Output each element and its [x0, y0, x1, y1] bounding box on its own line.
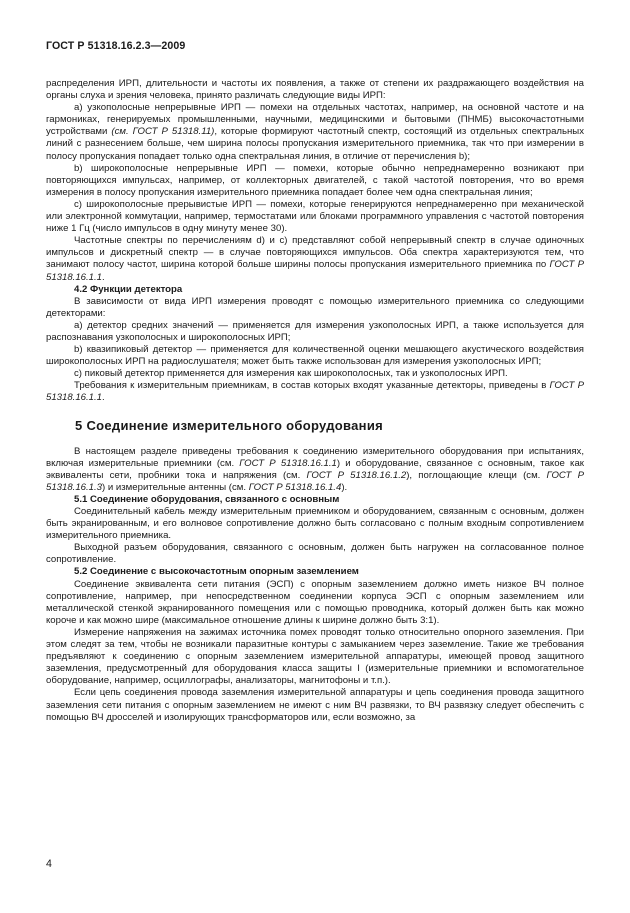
- list-item-c: с) широкополосные прерывистые ИРП — помехи, которые генерируются непреднамеренно при механической или электронной коммутации, например, термостатами или блоками программного управления с частотой повторения ниже 1 Гц (число импульсов в одну минуту менее 30).: [46, 198, 584, 235]
- list-item-b: b) квазипиковый детектор — применяется для количественной оценки мешающего акустического воздействия широкополосных ИРП на радиослушателя; может быть также использован для измерения узкополосных ИРП;: [46, 344, 584, 368]
- paragraph: Требования к измерительным приемникам, в состав которых входят указанные детекторы, приведены в ГОСТ Р 51318.16.1.1.: [46, 380, 584, 404]
- list-item-c: с) пиковый детектор применяется для измерения как широкополосных, так и узкополосных ИРП.: [74, 368, 508, 380]
- paragraph: В зависимости от вида ИРП измерения проводят с помощью измерительного приемника со следующими детекторами:: [46, 295, 584, 319]
- paragraph: Частотные спектры по перечислениям d) и с) представляют собой непрерывный спектр в случае одиночных импульсов и дискретный спектр — в случае повторяющихся импульсов. Оба спектра характеризуются тем, что занимают полосу частот, ширина которой больше ширины полосы пропускания измерительного приемника по ГОСТ Р 51318.16.1.1.: [46, 235, 584, 283]
- paragraph: Соединительный кабель между измерительным приемником и оборудованием, связанным с основным, должен быть экранированным, и его волновое сопротивление должно быть согласовано с полным входным сопротивлением измерительного приемника.: [46, 506, 584, 542]
- document-header: ГОСТ Р 51318.16.2.3—2009: [46, 40, 186, 52]
- paragraph: Если цепь соединения провода заземления измерительной аппаратуры и цепь соединения провода защитного заземления сети питания с опорным заземлением не имеют с ним ВЧ развязки, то ВЧ развязку следует обеспечить с помощью ВЧ дросселей и изолирующих трансформаторов или, если возможно, за: [46, 687, 584, 723]
- document-body: [46, 78, 584, 724]
- subsection-heading-5-2: 5.2 Соединение с высокочастотным опорным заземлением: [74, 566, 359, 578]
- section-heading-5: 5 Соединение измерительного оборудования: [75, 417, 384, 433]
- paragraph: В настоящем разделе приведены требования к соединению измерительного оборудования при испытаниях, включая измерительные приемники (см. ГОСТ Р 51318.16.1.1) и оборудование, связанное с основным, такое как эквиваленты сети, пробники тока и напряжения (см. ГОСТ Р 51318.16.1.2), поглощающие клещи (см. ГОСТ Р 51318.16.1.3) и измерительные антенны (см. ГОСТ Р 51318.16.1.4).: [46, 445, 584, 493]
- list-item-a: а) узкополосные непрерывные ИРП — помехи на отдельных частотах, например, на основной частоте и на гармониках, генерируемых промышленными, научными, медицинскими и бытовыми (ПНМБ) высокочастотными устройствами (см. ГОСТ Р 51318.11), которые формируют частотный спектр, состоящий из отдельных спектральных линий с разнесением больше, чем ширина полосы пропускания измерительного приемника, так что при измерении в полосу пропускания попадает только одна спектральная линия, в отличие от перечисления b);: [46, 102, 584, 162]
- page-number: 4: [46, 858, 52, 870]
- list-item-a: а) детектор средних значений — применяется для измерения узкополосных ИРП, а также используется для распознавания узкополосных и широкополосных ИРП;: [46, 319, 584, 343]
- subsection-heading-5-1: 5.1 Соединение оборудования, связанного с основным: [74, 493, 340, 505]
- paragraph: Соединение эквивалента сети питания (ЭСП) с опорным заземлением должно иметь низкое ВЧ полное сопротивление, например, при непосредственном соединении корпуса ЭСП с опорным заземлением или металлической стенкой экранированного помещения или с помощью проводника, который должен быть как можно короче и как можно шире (максимальное отношение длины к ширине должно быть 3:1).: [46, 578, 584, 626]
- paragraph: Измерение напряжения на зажимах источника помех проводят только относительно опорного заземления. При этом следят за тем, чтобы не возникали паразитные контуры с замыканием через заземление. Такие же требования предъявляют к соединению с опорным заземлением измерительной аппаратуры, имеющей провод защитного заземления, предусмотренный для оборудования класса защиты I (измерительные приемники и вспомогательное оборудование, например, осциллографы, анализаторы, магнитофоны и т.п.).: [46, 626, 584, 687]
- list-item-b: b) широкополосные непрерывные ИРП — помехи, которые обычно непреднамеренно возникают при повторяющихся импульсах, например, от коллекторных двигателей, с такой частотой повторения, что во время измерения в полосу пропускания измерительного приемника попадает более чем одна спектральная линия;: [46, 162, 584, 198]
- paragraph: Выходной разъем оборудования, связанного с основным, должен быть нагружен на согласованное полное сопротивление.: [46, 542, 584, 566]
- paragraph: распределения ИРП, длительности и частоты их появления, а также от степени их раздражающего воздействия на органы слуха и зрения человека, принято различать следующие виды ИРП:: [46, 78, 584, 102]
- subsection-heading-4-2: 4.2 Функции детектора: [74, 283, 183, 295]
